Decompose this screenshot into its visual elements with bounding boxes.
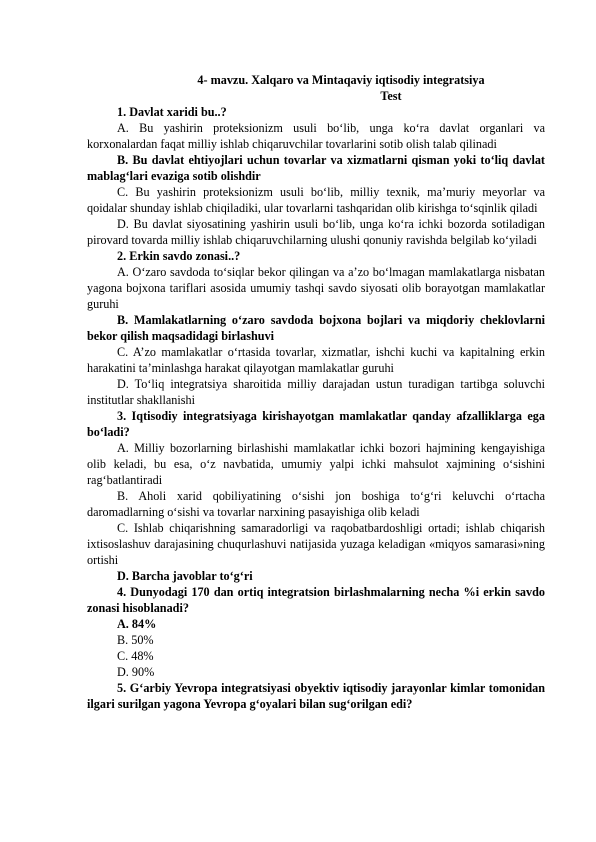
- question-text: 3. Iqtisodiy integratsiyaga kirishayotgan mamlakatlar qanday afzalliklarga ega bo‘ladi?: [87, 409, 545, 439]
- answer-option: A. Bu yashirin proteksionizm usuli bo‘lib, unga ko‘ra davlat organlari va korxonalardan faqat milliy ishlab chiqaruvchilar tovarlarini sotib olish talab qilinadi: [87, 121, 545, 151]
- answer-option: A. O‘zaro savdoda to‘siqlar bekor qilingan va a’zo bo‘lmagan mamlakatlarga nisbatan yagona bojxona tariflari asosida umumiy tashqi savdo siyosati olib borayotgan mamlakatlar guruhi: [87, 265, 545, 311]
- question-text: 1. Davlat xaridi bu..?: [117, 105, 227, 119]
- page-title: 4- mavzu. Xalqaro va Mintaqaviy iqtisodiy integratsiya: [197, 73, 485, 87]
- answer-option-correct: A. 84%: [117, 617, 157, 631]
- answer-option-correct: B. Bu davlat ehtiyojlari uchun tovarlar va xizmatlarni qisman yoki to‘liq davlat mablag‘lari evaziga sotib olishdir: [87, 153, 545, 183]
- answer-option: A. Milliy bozorlarning birlashishi mamlakatlar ichki bozori hajmining kengayishiga olib keladi, bu esa, o‘z navbatida, umumiy yalpi ichki mahsulot xajmining o‘sishini rag‘batlantiradi: [87, 441, 545, 487]
- question-text: 4. Dunyodagi 170 dan ortiq integratsion birlashmalarning necha %i erkin savdo zonasi hisoblanadi?: [87, 585, 545, 615]
- answer-option: D. 90%: [117, 665, 155, 679]
- answer-option: D. To‘liq integratsiya sharoitida milliy darajadan ustun turadigan tartibga soluvchi institutlar shakllanishi: [87, 377, 545, 407]
- question-text: 2. Erkin savdo zonasi..?: [117, 249, 241, 263]
- answer-option: C. Ishlab chiqarishning samaradorligi va raqobatbardoshligi ortadi; ishlab chiqarish ixtisoslashuv darajasining chuqurlashuvi natijasida yuzaga keladigan «miqyos samarasi»ning ortishi: [87, 521, 545, 567]
- answer-option: D. Bu davlat siyosatining yashirin usuli bo‘lib, unga ko‘ra ichki bozorda sotiladigan pirovard tovarda milliy ishlab chiqaruvchilarning ulushi qonuniy ravishda belgilab ko‘yiladi: [87, 217, 545, 247]
- document-content: [87, 72, 545, 712]
- answer-option: C. Bu yashirin proteksionizm usuli bo‘lib, milliy texnik, ma’muriy meyorlar va qoidalar shunday ishlab chiqiladiki, ular tovarlarni tashqaridan olib kirishga to‘sqinlik qiladi: [87, 185, 545, 215]
- answer-option: B. Aholi xarid qobiliyatining o‘sishi jon boshiga to‘g‘ri keluvchi o‘rtacha daromadlarning o‘sishi va tovarlar narxining pasayishiga olib keladi: [87, 489, 545, 519]
- answer-option-correct: B. Mamlakatlarning o‘zaro savdoda bojxona bojlari va miqdoriy cheklovlarni bekor qilish maqsadidagi birlashuvi: [87, 313, 545, 343]
- answer-option: C. A’zo mamlakatlar o‘rtasida tovarlar, xizmatlar, ishchi kuchi va kapitalning erkin harakatini ta’minlashga harakat qilayotgan mamlakatlar guruhi: [87, 345, 545, 375]
- answer-option: B. 50%: [117, 633, 154, 647]
- question-list: [87, 104, 545, 712]
- answer-option: C. 48%: [117, 649, 154, 663]
- answer-option-correct: D. Barcha javoblar to‘g‘ri: [117, 569, 253, 583]
- page-subtitle: Test: [380, 89, 402, 103]
- question-text: 5. G‘arbiy Yevropa integratsiyasi obyektiv iqtisodiy jarayonlar kimlar tomonidan ilgari surilgan yagona Yevropa g‘oyalari bilan sug‘orilgan edi?: [87, 681, 545, 711]
